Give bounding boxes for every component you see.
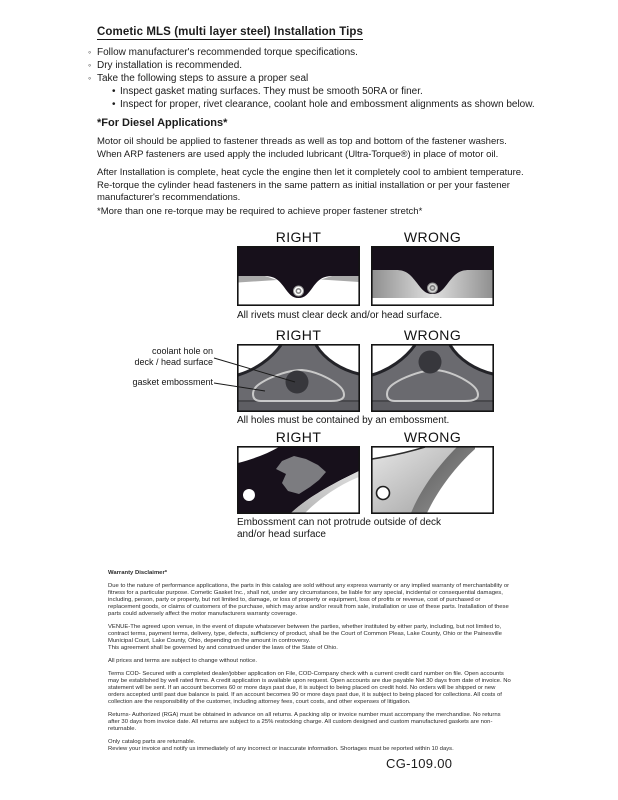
venue-paragraph: VENUE-The agreed upon venue, in the event of dispute whatsoever between the parties, whether instituted by either party, including, but not limited to, contract terms, payment terms, delivery, type, defects, sufficiency of product, shall be the Court of Common Pleas, Lake County, Ohio or the Painesville Municipal Court, Lake County, Ohio, depending on the amount in controversy. This agreement shall be governed by and construed under the laws of the State of Ohio. [108, 624, 502, 651]
open-bullet-icon: ◦ [88, 47, 92, 57]
bullet-icon: • [112, 86, 116, 97]
right-label: RIGHT [275, 429, 322, 445]
tips-list [88, 46, 535, 111]
diesel-applications-heading: *For Diesel Applications* [97, 117, 228, 129]
tip-item [88, 59, 535, 72]
sub-tip-text: Inspect gasket mating surfaces. They must be smooth 50RA or finer. [120, 86, 423, 97]
embossment-wrong-illustration [371, 446, 494, 514]
right-label: RIGHT [275, 229, 322, 245]
returns-paragraph: Returns- Authorized (RGA) must be obtained in advance on all returns. A packing slip or invoice number must accompany the merchandise. No returns after 30 days from invoice date. All returns are subject to a 25% restocking charge. All custom designed and custom manufactured gaskets are non-returnable. [108, 712, 501, 732]
bullet-icon: • [112, 99, 116, 110]
catalog-parts-paragraph: Only catalog parts are returnable. Review your invoice and notify us immediately of any incorrect or inaccurate information. Shortages must be reported within 10 days. [108, 739, 454, 752]
page-code: CG-109.00 [386, 756, 453, 771]
rivet-caption: All rivets must clear deck and/or head surface. [237, 310, 443, 321]
embossment-right-illustration [237, 446, 360, 514]
tip-item [88, 46, 535, 59]
rivet-right-illustration [237, 246, 360, 306]
open-bullet-icon: ◦ [88, 60, 92, 70]
sub-tip-item [112, 85, 535, 98]
annotation-gasket-embossment-label: gasket embossment [132, 377, 213, 387]
right-label: RIGHT [275, 327, 322, 343]
tip-text: Take the following steps to assure a proper seal [97, 73, 309, 84]
hole-caption: All holes must be contained by an embossment. [237, 415, 450, 426]
embossment-caption: Embossment can not protrude outside of deck and/or head surface [237, 517, 442, 540]
diesel-paragraph-3: *More than one re-torque may be required to achieve proper fastener stretch* [97, 206, 423, 217]
rivet-wrong-illustration [371, 246, 494, 306]
terms-paragraph: Terms COD- Secured with a completed dealer/jobber application on File, COD-Company check with a current credit card number on file. Open accounts may be established by well rated firms. A credit application is available upon request. Open accounts are due payable Net 30 days from date of invoice. No statement will be sent. If an account becomes 60 or more days past due, it is subject to being placed on credit hold. No orders will be shipped or new orders accepted until past due balance is paid. If an account becomes 90 or more days past due, it is subject to being placed for collections. All costs of collection are the responsibility of the customer, including attorney fees, court costs, and other expenses of litigation. [108, 671, 511, 705]
warranty-disclaimer-heading: Warranty Disclaimer* [108, 570, 168, 576]
annotation-pointer-lines [205, 350, 305, 400]
tip-text: Dry installation is recommended. [97, 60, 243, 71]
sub-tip-item [112, 98, 535, 111]
annotation-coolant-hole-label: coolant hole on deck / head surface [134, 346, 213, 367]
tip-text: Follow manufacturer's recommended torque specifications. [97, 47, 358, 58]
page-title: Cometic MLS (multi layer steel) Installation Tips [97, 26, 364, 38]
wrong-label: WRONG [403, 327, 462, 343]
wrong-label: WRONG [403, 229, 462, 245]
open-bullet-icon: ◦ [88, 73, 92, 83]
hole-wrong-illustration [371, 344, 494, 412]
warranty-fine-print [108, 570, 512, 759]
diesel-paragraph-2: After Installation is complete, heat cycle the engine then let it completely cool to ambient temperature. Re-torque the cylinder head fasteners in the same pattern as initial installation or per your fastener manufacturer's recommendations. [97, 167, 524, 204]
sub-tip-text: Inspect for proper, rivet clearance, coolant hole and embossment alignments as shown below. [120, 99, 535, 110]
prices-paragraph: All prices and terms are subject to change without notice. [108, 658, 257, 664]
warranty-paragraph: Due to the nature of performance applications, the parts in this catalog are sold without any express warranty or any implied warranty of merchantability or fitness for a particular purpose. Cometic Gasket Inc., shall not, under any circumstances, be liable for any special, incidental or consequential damages, including, person, party or property, but not limited to, damage, or loss of property or equipment, loss of profits or revenue, cost of purchased or replacement goods, or claims of customers of the purchase, which may arise and/or result from sale, installation or use of these parts. Installation of these parts could adversely affect the motor manufacturers warranty coverage. [108, 583, 510, 617]
tip-item [88, 72, 535, 85]
diesel-paragraph-1: Motor oil should be applied to fastener threads as well as top and bottom of the fastener washers. When ARP fasteners are used apply the included lubricant (Ultra-Torque®) in place of motor oil. [97, 136, 507, 160]
wrong-label: WRONG [403, 429, 462, 445]
